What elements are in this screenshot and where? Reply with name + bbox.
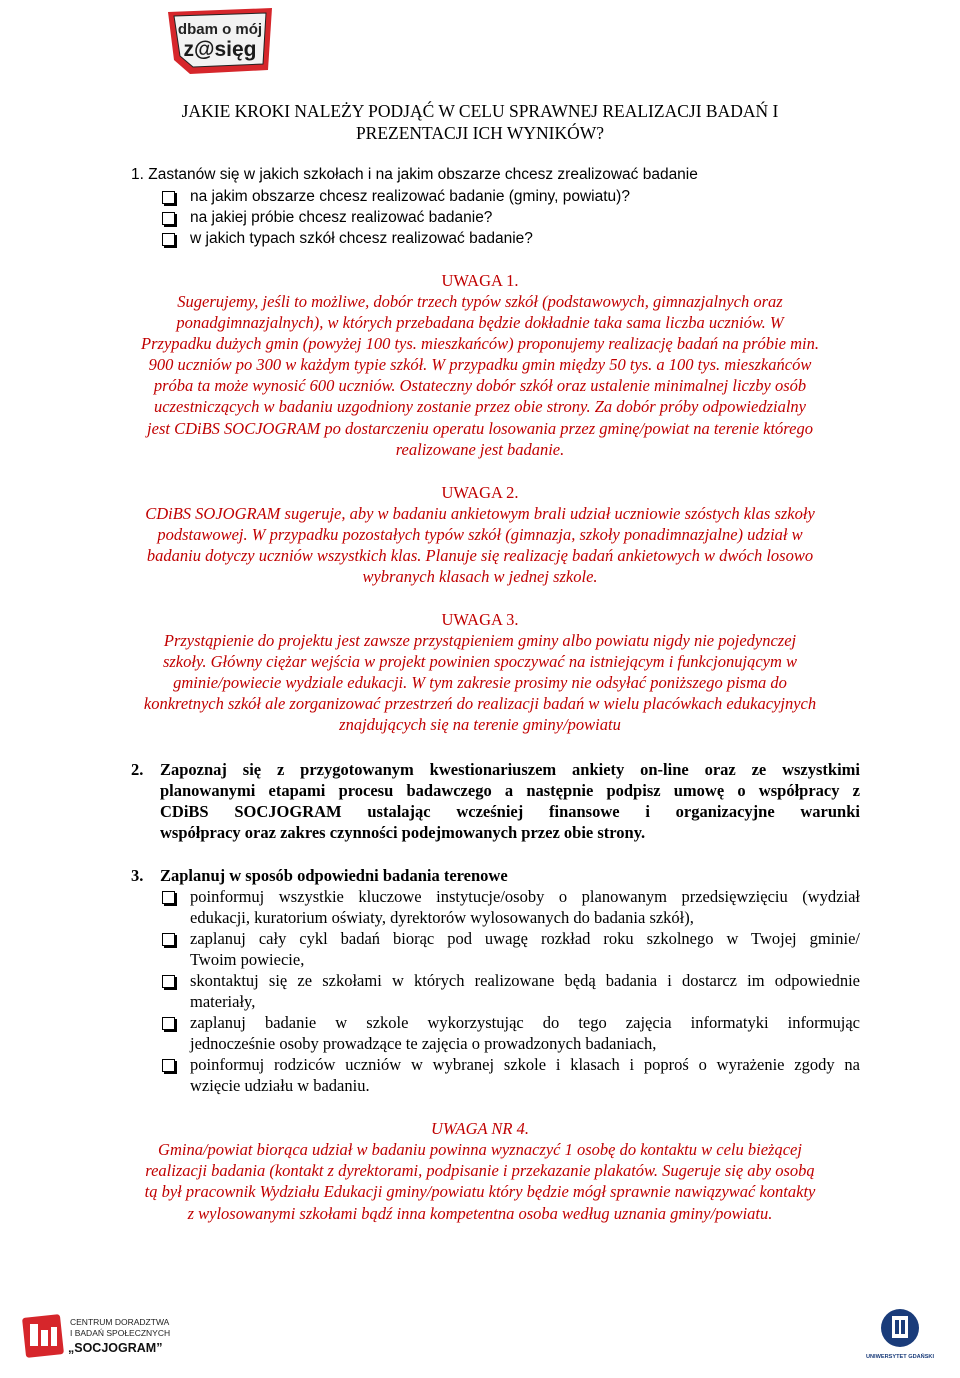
logo-line2: z@sięg xyxy=(183,38,257,61)
uwaga2-line: CDiBS SOJOGRAM sugeruje, aby w badaniu ankietowym brali udział uczniowie szóstych klas szkoły xyxy=(145,504,815,523)
step1-item-2: na jakiej próbie chcesz realizować badanie? xyxy=(190,209,493,226)
checkbox-icon xyxy=(162,212,175,225)
logo-line1: dbam o mój xyxy=(177,21,263,38)
uwaga2-line: wybranych klasach w jednej szkole. xyxy=(362,567,598,586)
checkbox-icon xyxy=(162,975,175,988)
uwaga1-line: Sugerujemy, jeśli to możliwe, dobór trzech typów szkół (podstawowych, gimnazjalnych oraz xyxy=(177,292,783,311)
step3-item-line: Twoim powiecie, xyxy=(190,950,305,969)
uwaga4-title: UWAGA NR 4. xyxy=(431,1119,529,1138)
uwaga1-line: Przypadku dużych gmin (powyżej 100 tys. mieszkańców) proponujemy realizację badań na próbie min. xyxy=(141,334,819,353)
checkbox-icon xyxy=(162,891,175,904)
step1-item-3: w jakich typach szkół chcesz realizować badanie? xyxy=(190,230,533,247)
step3-item-line: wzięcie udziału w badaniu. xyxy=(190,1076,370,1095)
step3-item-line: zaplanuj cały cykl badań biorąc pod uwagę rozkład roku szkolnego w Twojej gminie/ xyxy=(190,929,860,948)
page-title xyxy=(0,100,960,144)
uwaga1-line: 900 uczniów po 300 w każdym typie szkół. W przypadku gmin między 50 tys. a 100 tys. mieszkańców xyxy=(148,355,812,374)
step3-heading: Zaplanuj w sposób odpowiedni badania terenowe xyxy=(160,866,508,885)
step2-line: współpracy oraz zakres czynności podejmowanych przez obie strony. xyxy=(160,823,646,842)
title-line2: PREZENTACJI ICH WYNIKÓW? xyxy=(355,123,605,143)
title-line1: JAKIE KROKI NALEŻY PODJĄĆ W CELU SPRAWNEJ REALIZACJI BADAŃ I xyxy=(181,101,779,121)
dbam-o-moj-zasieg-logo xyxy=(160,4,280,76)
step3-item-line: materiały, xyxy=(190,992,256,1011)
uwaga1-line: jest CDiBS SOCJOGRAM po dostarczeniu operatu losowania przez gminę/powiat na terenie którego xyxy=(147,419,813,438)
uniwersytet-gdanski-logo xyxy=(865,1306,935,1364)
uwaga2-line: podstawowej. W przypadku pozostałych typów szkół (gimnazja, szkoły ponadimnazjalne) udział w xyxy=(157,525,803,544)
step1-item-1: na jakim obszarze chcesz realizować badanie (gminy, powiatu)? xyxy=(190,188,630,205)
uwaga1-line: realizowane jest badanie. xyxy=(395,440,565,459)
step2-line: CDiBS SOCJOGRAM ustalając wcześniej finansowe i organizacyjne warunki xyxy=(160,802,860,821)
uwaga1-line: ponadgimnazjalnych), w których przebadana będzie dokładnie taka sama liczba uczniów. W xyxy=(176,313,784,332)
uwaga3-line: szkoły. Główny ciężar wejścia w projekt powinien spoczywać na istniejącym i funkcjonującym w xyxy=(162,652,798,671)
uwaga2-line: badaniu dotyczy uczniów wszystkich klas. Planuje się realizację badań ankietowych w dwóch losowo xyxy=(146,546,814,565)
step2-line: Zapoznaj się z przygotowanym kwestionariuszem ankiety on-line oraz ze wszystkimi xyxy=(160,760,860,779)
step3-item-line: poinformuj rodziców uczniów w wybranej szkole i klasach i poproś o wyrażenie zgody na xyxy=(190,1055,860,1074)
uwaga3-title: UWAGA 3. xyxy=(441,610,519,629)
uwaga2-title: UWAGA 2. xyxy=(441,483,519,502)
checkbox-icon xyxy=(162,933,175,946)
step2-number: 2. xyxy=(131,760,144,779)
step3-item-line: zaplanuj badanie w szkole wykorzystując do tego zajęcia informatyki informując xyxy=(190,1013,860,1032)
step3-item-line: jednocześnie osoby prowadzące te zajęcia o prowadzonych badaniach, xyxy=(190,1034,657,1053)
footer-left-line3: „SOCJOGRAM” xyxy=(68,1341,163,1355)
uwaga4-line: Gmina/powiat biorąca udział w badaniu powinna wyznaczyć 1 osobę do kontaktu w celu bieżącej xyxy=(158,1140,802,1159)
uwaga4-line: tą był pracownik Wydziału Edukacji gminy/powiatu który będzie mógł sprawnie nawiązywać kontakty xyxy=(144,1182,816,1201)
step3-item-line: poinformuj wszystkie kluczowe instytucje/osoby o planowanym przedsięwzięciu (wydział xyxy=(190,887,860,906)
socjogram-logo xyxy=(20,1312,180,1360)
step3-item-line: skontaktuj się ze szkołami w których realizowane będą badania i dostarcz im odpowiednie xyxy=(190,971,860,990)
footer-right-label: UNIWERSYTET GDAŃSKI xyxy=(865,1354,935,1360)
uwaga3-line: Przystąpienie do projektu jest zawsze przystąpieniem gminy albo powiatu nigdy nie pojedynczej xyxy=(163,631,797,650)
checkbox-icon xyxy=(162,1059,175,1072)
uwaga1-title: UWAGA 1. xyxy=(441,271,519,290)
checkbox-icon xyxy=(162,191,175,204)
step1-heading: 1. Zastanów się w jakich szkołach i na jakim obszarze chcesz zrealizować badanie xyxy=(131,166,698,183)
footer-left-line2: I BADAŃ SPOŁECZNYCH xyxy=(70,1328,171,1338)
uwaga3-line: gminie/powiecie wydziale edukacji. W tym zakresie prosimy nie odsyłać poniższego pisma do xyxy=(173,673,787,692)
uwaga4-line: realizacji badania (kontakt z dyrektorami, podpisanie i przekazanie plakatów. Sugeruje się aby osobą xyxy=(145,1161,815,1180)
checkbox-icon xyxy=(162,1017,175,1030)
checkbox-icon xyxy=(162,233,175,246)
uwaga1-line: próba ta może wynosić 600 uczniów. Ostateczny dobór szkół oraz ustalenie minimalnej liczby osób xyxy=(153,376,807,395)
uwaga4-line: z wylosowanymi szkołami bądź inna kompetentna osoba według uznania gminy/powiatu. xyxy=(187,1204,773,1223)
step3-item-line: edukacji, kuratorium oświaty, dyrektorów wylosowanych do badania szkół), xyxy=(190,908,694,927)
step3-number: 3. xyxy=(131,866,144,885)
uwaga3-line: konkretnych szkół ale zorganizować przestrzeń do realizacji badań w wielu placówkach edukacyjnych xyxy=(143,694,817,713)
uwaga3-line: znajdujących się na terenie gminy/powiatu xyxy=(339,715,621,734)
uwaga1-line: uczestniczących w badaniu uzgodniony zostanie przez obie strony. Za dobór próby odpowiedzialny xyxy=(153,397,807,416)
footer-left-line1: CENTRUM DORADZTWA xyxy=(70,1317,170,1327)
step2-line: planowanymi etapami procesu badawczego a następnie podpisz umowę o współpracy z xyxy=(160,781,860,800)
